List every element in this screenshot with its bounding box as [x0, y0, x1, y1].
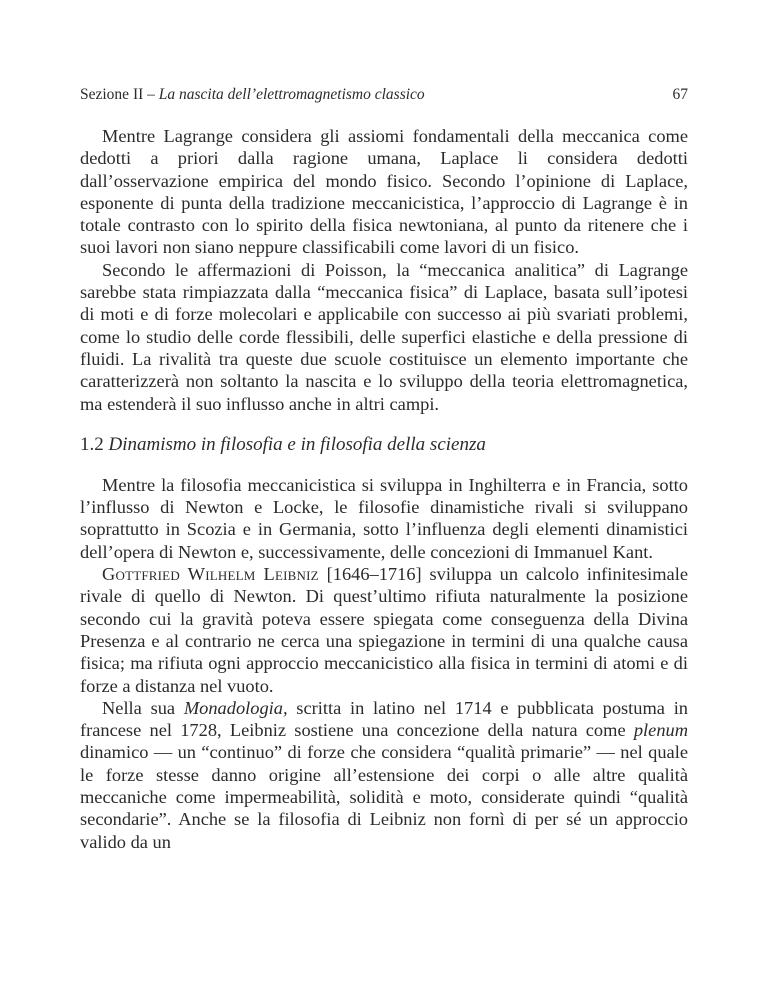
section-title-italic: La nascita dell’elettromagnetismo classico	[158, 86, 425, 103]
section-title: Sezione II – La nascita dell’elettromagnetismo classico	[80, 86, 425, 103]
person-name: Gottfried Wilhelm Leibniz	[102, 564, 319, 585]
page-number: 67	[672, 86, 688, 103]
paragraph-5: Nella sua Monadologia, scritta in latino nel 1714 e pubblicata postuma in francese nel 1728, Leibniz sostiene una concezione della natura come plenum dinamico — un “continuo” di forze che considera “qualità primarie” — nel quale le forze stesse danno origine all’estensione dei corpi o alle altre qualità meccaniche come impermeabilità, solidità e moto, considerate quindi “qualità secondarie”. Anche se la filosofia di Leibniz non fornì di per sé un approccio valido da un	[80, 697, 688, 852]
book-page	[80, 0, 688, 994]
section-heading-title: Dinamismo in filosofia e in filosofia della scienza	[108, 433, 486, 455]
body-text	[80, 125, 688, 853]
section-heading	[80, 433, 688, 457]
paragraph-4: Gottfried Wilhelm Leibniz [1646–1716] sviluppa un calcolo infinitesimale rivale di quello di Newton. Di quest’ultimo rifiuta naturalmente la posizione secondo cui la gravità poteva essere spiegata come conseguenza della Divina Presenza e al contrario ne cerca una spiegazione in termini di una qualche causa fisica; ma rifiuta ogni approccio meccanicistico alla fisica in termini di atomi e di forze a distanza nel vuoto.	[80, 564, 688, 696]
section-heading-number: 1.2	[80, 433, 109, 455]
running-header	[80, 84, 688, 106]
paragraph-1: Mentre Lagrange considera gli assiomi fondamentali della meccanica come dedotti a priori dalla ragione umana, Laplace li considera dedotti dall’osservazione empirica del mondo fisico. Secondo l’opinione di Laplace, esponente di punta della tradizione meccanicistica, l’approccio di Lagrange è in totale contrasto con lo spirito della fisica newtoniana, al punto da ritenere che i suoi lavori non siano neppure classificabili come lavori di un fisico.	[80, 126, 688, 258]
paragraph-2: Secondo le affermazioni di Poisson, la “meccanica analitica” di Lagrange sarebbe stata rimpiazzata dalla “meccanica fisica” di Laplace, basata sull’ipotesi di moti e di forze molecolari e applicabile con successo ai più svariati problemi, come lo studio delle corde flessibili, delle superfici elastiche e della pressione di fluidi. La rivalità tra queste due scuole costituisce un elemento importante che caratterizzerà non soltanto la nascita e lo sviluppo della teoria elettromagnetica, ma estenderà il suo influsso anche in altri campi.	[80, 259, 688, 414]
work-title: Monadologia,	[183, 697, 288, 718]
paragraph-3: Mentre la filosofia meccanicistica si sviluppa in Inghilterra e in Francia, sotto l’influsso di Newton e Locke, le filosofie dinamistiche rivali si sviluppano soprattutto in Scozia e in Germania, sotto l’influenza degli elementi dinamistici dell’opera di Newton e, successivamente, delle concezioni di Immanuel Kant.	[80, 474, 688, 562]
latin-term: plenum	[633, 720, 688, 741]
